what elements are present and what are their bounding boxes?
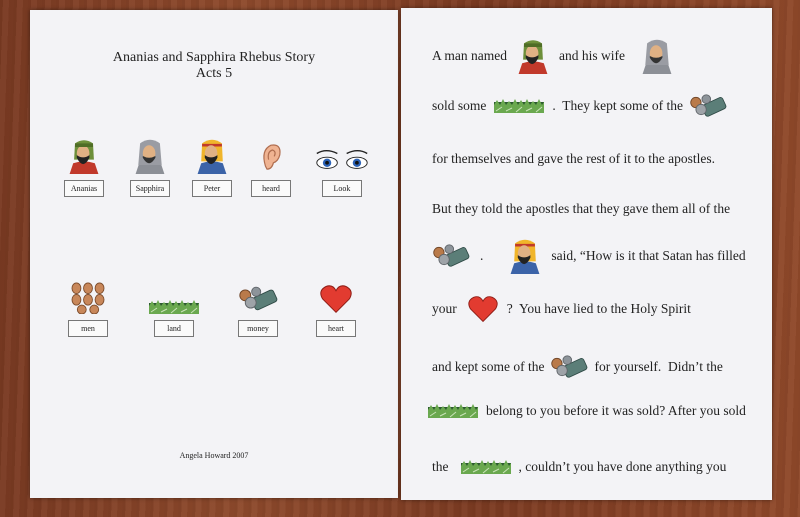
- right-page: [401, 8, 772, 500]
- land-grass-icon: [459, 460, 513, 474]
- money-icon: [238, 284, 278, 314]
- story-subtitle: Acts 5: [195, 66, 233, 81]
- story-text: for themselves and gave the rest of it to the apostles.: [432, 151, 716, 166]
- legend-ananias: [54, 138, 114, 197]
- peter-head-icon: [194, 138, 230, 174]
- legend-land: [144, 278, 204, 337]
- legend-label: money: [238, 320, 278, 337]
- story-text: said, “How is it that Satan has filled: [551, 248, 746, 263]
- land-grass-icon: [426, 404, 480, 418]
- story-text: But they told the apostles that they gave them all of the: [432, 201, 731, 216]
- story-line-5: [432, 236, 746, 276]
- story-text: A man named: [432, 48, 507, 63]
- heart-icon: [319, 284, 353, 314]
- story-title: Ananias and Sapphira Rhebus Story: [112, 50, 316, 65]
- author-footer: Angela Howard 2007: [179, 451, 249, 460]
- land-grass-icon: [149, 300, 199, 314]
- legend-men: [58, 278, 118, 337]
- legend-label: Sapphira: [130, 180, 170, 197]
- legend-label: Look: [322, 180, 362, 197]
- story-text: . They kept some of the: [552, 98, 683, 113]
- legend-money: [228, 278, 288, 337]
- story-text: .: [480, 248, 484, 263]
- legend-label: Ananias: [64, 180, 104, 197]
- money-icon: [689, 92, 727, 120]
- left-page: [30, 10, 398, 498]
- land-grass-icon: [492, 99, 546, 113]
- legend-heard: [241, 138, 301, 197]
- legend-label: land: [154, 320, 194, 337]
- man-head-icon: [66, 138, 102, 174]
- legend-sapphira: [120, 138, 180, 197]
- money-icon: [550, 353, 588, 381]
- legend-label: Peter: [192, 180, 232, 197]
- woman-head-icon: [132, 138, 168, 174]
- story-text: and kept some of the: [432, 359, 545, 374]
- story-line-4: [432, 200, 730, 218]
- ear-icon: [259, 142, 283, 174]
- money-icon: [432, 241, 470, 271]
- story-line-1: [432, 36, 679, 76]
- story-text: and his wife: [558, 48, 625, 63]
- legend-label: heard: [251, 180, 291, 197]
- man-head-icon: [515, 38, 551, 74]
- story-text: belong to you before it was sold? After you sold: [486, 403, 746, 418]
- story-line-3: [432, 150, 715, 168]
- story-line-2: [432, 94, 731, 118]
- story-line-7: [432, 352, 723, 382]
- legend-label: men: [68, 320, 108, 337]
- story-text: sold some: [432, 98, 487, 113]
- legend-peter: [182, 138, 242, 197]
- woman-head-icon: [639, 38, 675, 74]
- story-line-6: [432, 294, 691, 324]
- story-text: your: [432, 301, 457, 316]
- heart-icon: [467, 295, 499, 323]
- story-text: , couldn’t you have done anything you: [518, 459, 727, 474]
- story-line-9: [432, 458, 726, 476]
- legend-heart: [306, 278, 366, 337]
- story-text: for yourself. Didn’t the: [594, 359, 723, 374]
- legend-label: heart: [316, 320, 356, 337]
- legend-look: [312, 138, 372, 197]
- story-text: the: [432, 459, 449, 474]
- eyes-icon: [313, 146, 371, 174]
- story-text: ? You have lied to the Holy Spirit: [506, 301, 691, 316]
- men-faces-icon: [70, 282, 106, 314]
- peter-head-icon: [507, 238, 543, 274]
- story-line-8: [432, 402, 746, 420]
